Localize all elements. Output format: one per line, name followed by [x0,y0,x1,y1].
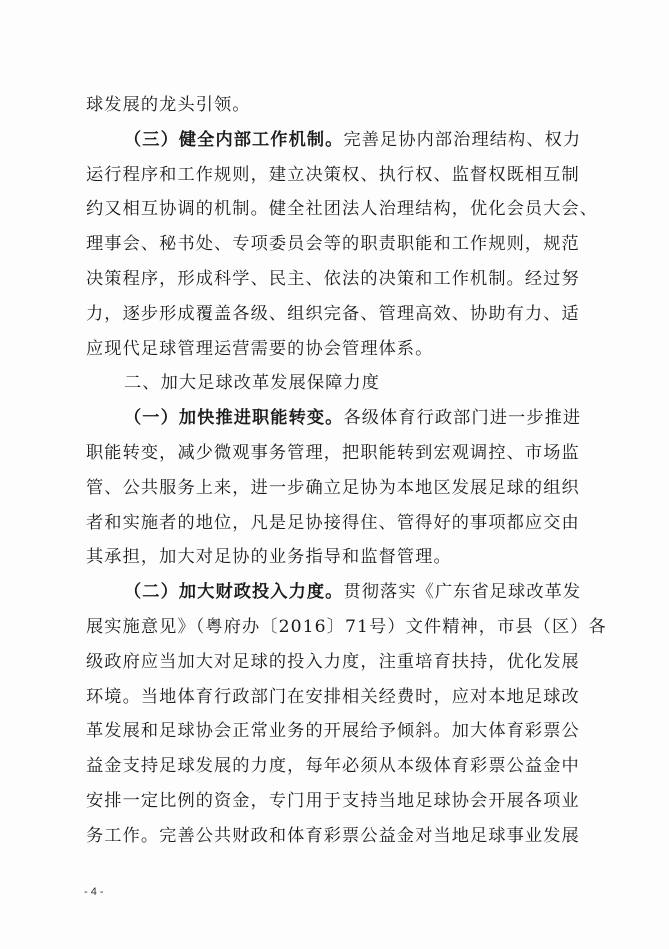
line-text: 展实施意见》（粤府办〔2016〕71号）文件精神，市县（区）各 [86,616,607,637]
line-text: 运行程序和工作规则，建立决策权、执行权、监督权既相互制 [86,164,580,185]
text-line [86,540,584,575]
line-text: 级政府应当加大对足球的投入力度，注重培育扶持，优化发展 [86,651,580,672]
line-text: 务工作。完善公共财政和体育彩票公益金对当地足球事业发展 [86,825,580,846]
line-text: 完善足协内部治理结构、权力 [343,129,582,150]
line-text: 应现代足球管理运营需要的协会管理体系。 [86,338,434,359]
line-text: 理事会、秘书处、专项委员会等的职责职能和工作规则，规范 [86,234,580,255]
line-text: 革发展和足球协会正常业务的开展给予倾斜。加大体育彩票公 [86,721,580,742]
text-line [86,471,584,506]
text-line [86,784,584,819]
line-text: 其承担，加大对足协的业务指导和监督管理。 [86,547,452,568]
text-line [86,436,584,471]
line-text: 管、公共服务上来，进一步确立足协为本地区发展足球的组织 [86,477,580,498]
line-text: 各级体育行政部门进一步推进 [343,408,582,429]
section-heading: （二）加大财政投入力度。 [124,582,344,603]
text-line [86,645,584,680]
text-line [86,819,584,854]
line-text: 益金支持足球发展的力度，每年必须从本级体育彩票公益金中 [86,756,580,777]
section-heading: （三）健全内部工作机制。 [124,129,344,150]
line-text: 力，逐步形成覆盖各级、组织完备、管理高效、协助有力、适 [86,303,580,324]
line-text: 贯彻落实《广东省足球改革发 [343,582,582,603]
text-line [86,192,599,227]
line-text: 者和实施者的地位，凡是足协接得住、管得好的事项都应交由 [86,512,580,533]
text-line [86,158,584,193]
text-line [86,575,584,610]
section-title [86,366,584,401]
page-number: - 4 - [84,886,104,898]
text-line [86,506,584,541]
text-line [86,332,584,367]
text-line [86,123,584,158]
document-body [86,88,607,854]
line-text: 约又相互协调的机制。健全社团法人治理结构，优化会员大会、 [86,199,599,220]
text-line [86,610,607,645]
line-text: 球发展的龙头引领。 [86,95,251,115]
text-line [86,88,584,123]
text-line [86,297,584,332]
section-heading: （一）加快推进职能转变。 [124,408,344,429]
line-text: 安排一定比例的资金，专门用于支持当地足球协会开展各项业 [86,790,580,811]
line-text: 职能转变，减少微观事务管理，把职能转到宏观调控、市场监 [86,442,580,463]
text-line [86,714,584,749]
line-text: 二、加大足球改革发展保障力度 [124,373,381,394]
text-line [86,262,584,297]
text-line [86,749,584,784]
text-line [86,401,584,436]
text-line [86,680,584,715]
text-line [86,227,584,262]
line-text: 决策程序，形成科学、民主、依法的决策和工作机制。经过努 [86,268,580,289]
line-text: 环境。当地体育行政部门在安排相关经费时，应对本地足球改 [86,686,580,707]
